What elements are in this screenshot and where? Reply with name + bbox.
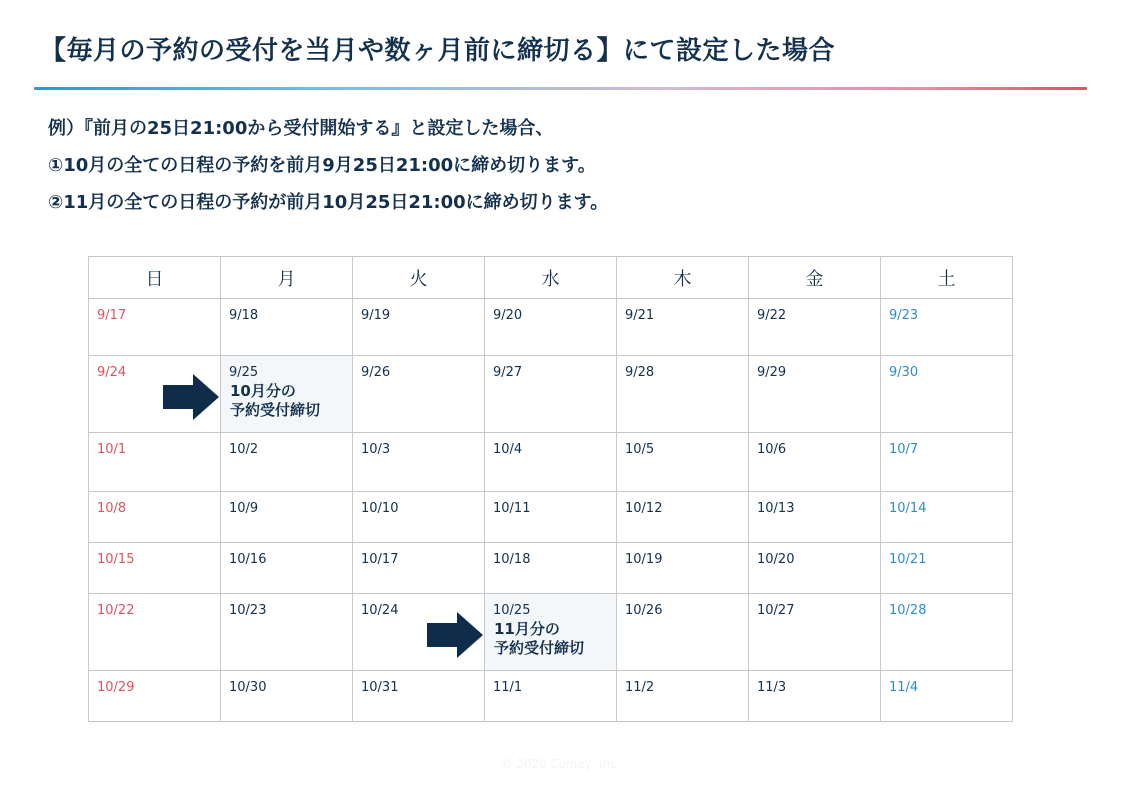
weekday-header-row [89,257,1013,299]
weekday-thursday: 木 [617,257,749,299]
day-cell [881,433,1013,492]
day-cell [221,543,353,594]
weekday-friday: 金 [749,257,881,299]
day-cell [617,671,749,722]
intro-text [48,114,608,225]
day-date: 10/31 [361,680,399,695]
day-cell [881,543,1013,594]
day-date: 10/3 [361,442,391,457]
day-cell [221,492,353,543]
deadline-cell-november [485,594,617,671]
day-date: 10/28 [889,603,927,618]
weekday-monday: 月 [221,257,353,299]
day-date: 11/3 [757,680,787,695]
day-cell [353,356,485,433]
day-cell [89,299,221,356]
day-date: 10/29 [97,680,135,695]
day-cell [485,671,617,722]
week-row [89,356,1013,433]
day-date: 10/21 [889,552,927,567]
day-date: 11/4 [889,680,919,695]
day-cell [353,594,485,671]
day-cell [221,433,353,492]
day-date: 10/18 [493,552,531,567]
day-cell [617,492,749,543]
day-cell [749,594,881,671]
day-cell [353,433,485,492]
day-date: 10/13 [757,501,795,516]
day-date: 10/16 [229,552,267,567]
day-cell [353,543,485,594]
day-cell [749,492,881,543]
day-date: 10/8 [97,501,127,516]
day-cell [353,492,485,543]
calendar [88,256,1013,722]
day-date: 10/2 [229,442,259,457]
day-date: 9/17 [97,308,127,323]
day-cell [749,356,881,433]
day-date: 10/1 [97,442,127,457]
day-cell [617,356,749,433]
day-cell [89,594,221,671]
day-date: 10/5 [625,442,655,457]
day-date: 9/27 [493,365,523,380]
day-cell [881,594,1013,671]
day-date: 9/23 [889,308,919,323]
day-date: 10/6 [757,442,787,457]
day-cell [89,356,221,433]
week-row [89,671,1013,722]
day-cell [221,671,353,722]
intro-line-example: 例）『前月の25日21:00から受付開始する』と設定した場合、 [48,118,554,139]
day-cell [353,299,485,356]
day-cell [881,671,1013,722]
day-cell [89,433,221,492]
day-cell [89,543,221,594]
week-row [89,433,1013,492]
day-cell [881,492,1013,543]
day-cell [749,671,881,722]
day-cell [617,594,749,671]
day-date: 10/11 [493,501,531,516]
day-date: 10/9 [229,501,259,516]
day-date: 9/30 [889,365,919,380]
day-cell [485,492,617,543]
day-cell [617,543,749,594]
day-cell [221,594,353,671]
week-row [89,543,1013,594]
day-cell [485,433,617,492]
deadline-cell-october [221,356,353,433]
day-cell [485,356,617,433]
day-date: 10/14 [889,501,927,516]
day-cell [485,543,617,594]
day-date: 10/26 [625,603,663,618]
page-title: 【毎月の予約の受付を当月や数ヶ月前に締切る】にて設定した場合 [40,36,836,66]
day-date: 10/4 [493,442,523,457]
weekday-wednesday: 水 [485,257,617,299]
right-arrow-icon [427,612,483,658]
day-cell [617,299,749,356]
day-date: 10/25 [493,603,531,618]
weekday-sunday: 日 [89,257,221,299]
day-date: 10/7 [889,442,919,457]
day-date: 10/22 [97,603,135,618]
day-date: 9/21 [625,308,655,323]
day-cell [881,299,1013,356]
day-cell [749,299,881,356]
day-date: 11/2 [625,680,655,695]
copyright-footer: © 2020 Coiney, Inc. [500,757,621,771]
day-date: 9/28 [625,365,655,380]
weekday-saturday: 土 [881,257,1013,299]
day-date: 9/24 [97,365,127,380]
day-date: 10/12 [625,501,663,516]
day-date: 10/15 [97,552,135,567]
day-date: 9/20 [493,308,523,323]
day-cell [749,543,881,594]
day-date: 9/26 [361,365,391,380]
deadline-note-november: 11月分の 予約受付締切 [494,620,585,657]
week-row [89,299,1013,356]
day-date: 10/20 [757,552,795,567]
week-row [89,492,1013,543]
intro-line-november: ②11月の全ての日程の予約が前月10月25日21:00に締め切ります。 [48,192,609,213]
day-date: 10/24 [361,603,399,618]
day-date: 9/22 [757,308,787,323]
day-date: 10/30 [229,680,267,695]
intro-line-october: ①10月の全ての日程の予約を前月9月25日21:00に締め切ります。 [48,155,596,176]
deadline-note-october: 10月分の 予約受付締切 [230,382,321,419]
day-date: 11/1 [493,680,523,695]
day-date: 9/19 [361,308,391,323]
day-cell [749,433,881,492]
week-row [89,594,1013,671]
day-date: 10/17 [361,552,399,567]
day-date: 10/19 [625,552,663,567]
day-cell [881,356,1013,433]
day-date: 9/18 [229,308,259,323]
day-date: 9/25 [229,365,259,380]
day-date: 10/10 [361,501,399,516]
day-date: 10/23 [229,603,267,618]
day-date: 9/29 [757,365,787,380]
day-cell [89,671,221,722]
day-date: 10/27 [757,603,795,618]
weekday-tuesday: 火 [353,257,485,299]
day-cell [353,671,485,722]
right-arrow-icon [163,374,219,420]
title-divider [34,87,1087,90]
day-cell [89,492,221,543]
day-cell [221,299,353,356]
day-cell [617,433,749,492]
day-cell [485,299,617,356]
